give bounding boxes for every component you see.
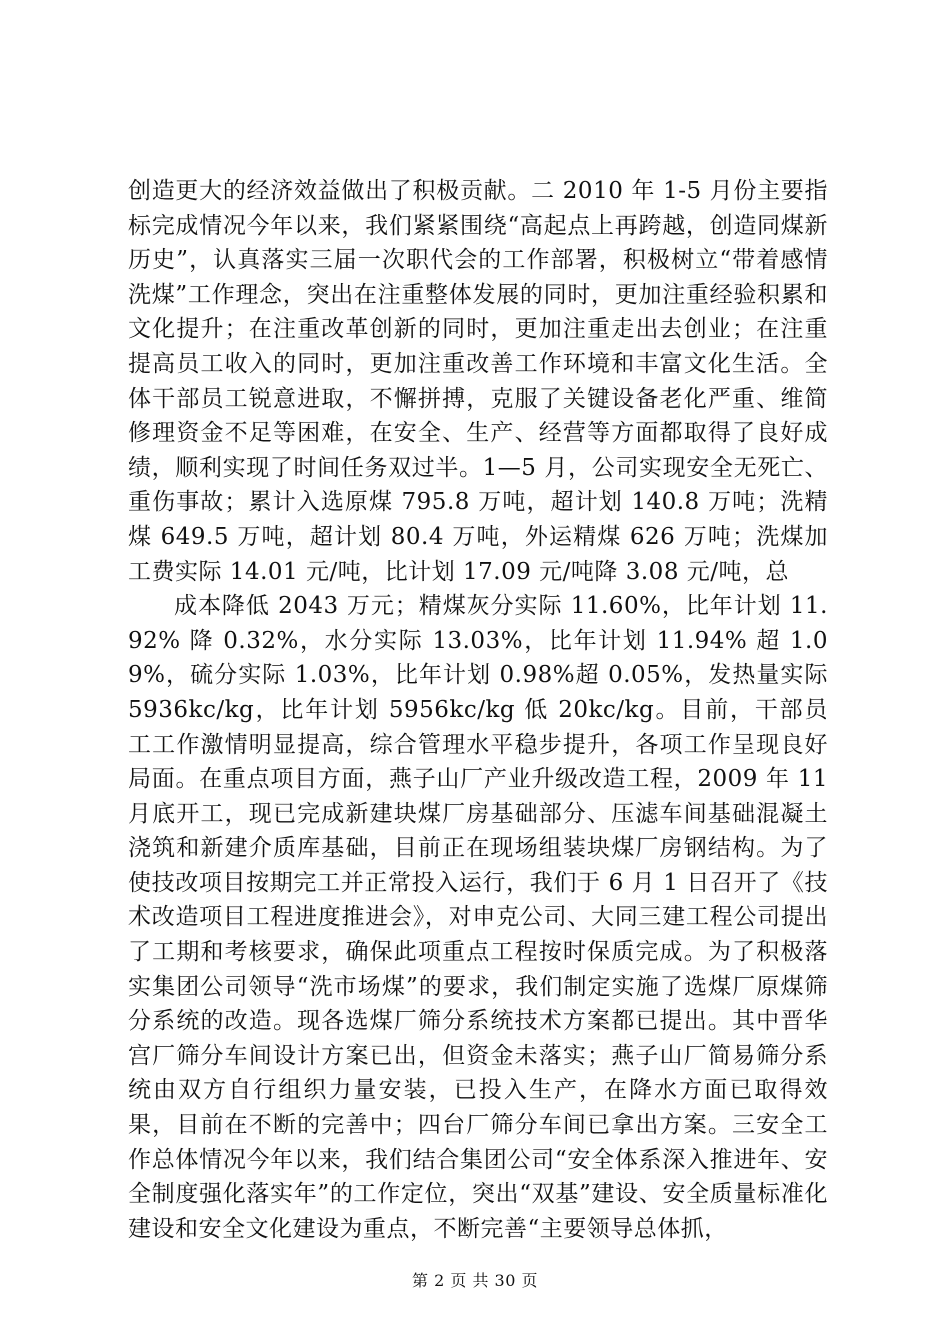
page-footer: 第 2 页 共 30 页 bbox=[412, 1271, 538, 1290]
body-text bbox=[128, 174, 828, 1246]
paragraph-2: 成本降低 2043 万元；精煤灰分实际 11.60%，比年计划 11.92% 降 0.32%，水分实际 13.03%，比年计划 11.94% 超 1.09%，硫分实际 1.03%，比年计划 0.98%超 0.05%，发热量实际 5936kc/kg，比年计划 5956kc/kg 低 20kc/kg。目前，干部员工工作激情明显提高，综合管理水平稳步提升，各项工作呈现良好局面。在重点项目方面，燕子山厂产业升级改造工程，2009 年 11 月底开工，现已完成新建块煤厂房基础部分、压滤车间基础混凝土浇筑和新建介质库基础，目前正在现场组装块煤厂房钢结构。为了使技改项目按期完工并正常投入运行，我们于 6 月 1 日召开了《技术改造项目工程进度推进会》，对申克公司、大同三建工程公司提出了工期和考核要求，确保此项重点工程按时保质完成。为了积极落实集团公司领导“洗市场煤”的要求，我们制定实施了选煤厂原煤筛分系统的改造。现各选煤厂筛分系统技术方案都已提出。其中晋华宫厂筛分车间设计方案已出，但资金未落实；燕子山厂简易筛分系统由双方自行组织力量安装，已投入生产，在降水方面已取得效果，目前在不断的完善中；四台厂筛分车间已拿出方案。三安全工作总体情况今年以来，我们结合集团公司“安全体系深入推进年、安全制度强化落实年”的工作定位，突出“双基”建设、安全质量标准化建设和安全文化建设为重点，不断完善“主要领导总体抓， bbox=[128, 593, 828, 1242]
paragraph-1: 创造更大的经济效益做出了积极贡献。二 2010 年 1-5 月份主要指标完成情况今年以来，我们紧紧围绕“高起点上再跨越，创造同煤新历史”，认真落实三届一次职代会的工作部署，积极树立“带着感情洗煤”工作理念，突出在注重整体发展的同时，更加注重经验积累和文化提升；在注重改革创新的同时，更加注重走出去创业；在注重提高员工收入的同时，更加注重改善工作环境和丰富文化生活。全体干部员工锐意进取，不懈拼搏，克服了关键设备老化严重、维简修理资金不足等困难，在安全、生产、经营等方面都取得了良好成绩，顺利实现了时间任务双过半。1—5 月，公司实现安全无死亡、重伤事故；累计入选原煤 795.8 万吨，超计划 140.8 万吨；洗精煤 649.5 万吨，超计划 80.4 万吨，外运精煤 626 万吨；洗煤加工费实际 14.01 元/吨，比计划 17.09 元/吨降 3.08 元/吨，总 bbox=[128, 178, 828, 585]
